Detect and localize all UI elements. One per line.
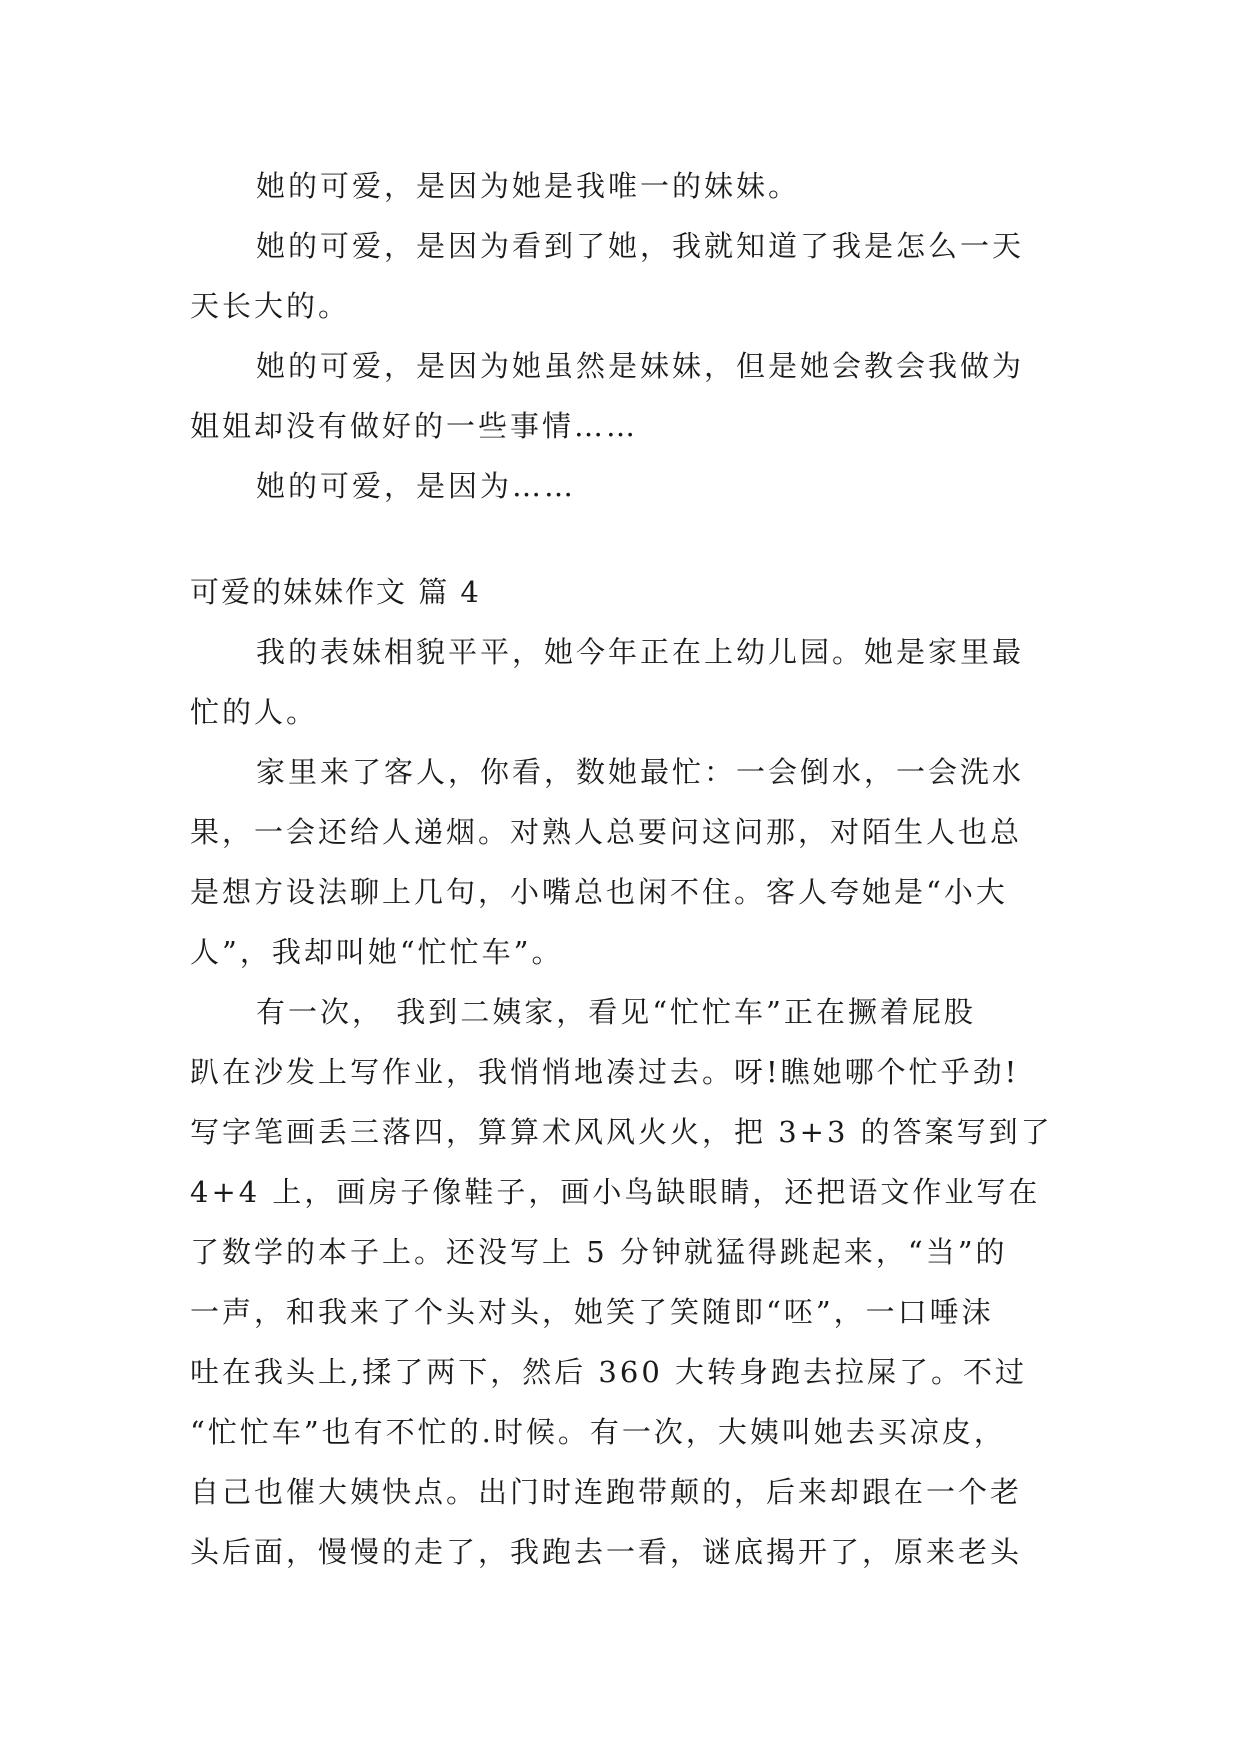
paragraph-line: 我的表妹相貌平平，她今年正在上幼儿园。她是家里最 [256,635,1025,669]
paragraph-line: 自己也催大姨快点。出门时连跑带颠的，后来却跟在一个老 [190,1475,1023,1509]
paragraph-line: 天长大的。 [190,289,351,323]
paragraph-line: 忙的人。 [190,695,319,729]
paragraph-line: 她的可爱，是因为她是我唯一的妹妹。 [256,169,801,203]
paragraph-line: 一声，和我来了个头对头，她笑了笑随即“呸”，一口唾沫 [190,1295,994,1329]
paragraph-line: 她的可爱，是因为看到了她，我就知道了我是怎么一天 [256,229,1025,263]
paragraph-line: 吐在我头上,揉了两下，然后 360 大转身跑去拉屎了。不过 [190,1355,1028,1389]
paragraph-line: 4+4 上，画房子像鞋子，画小鸟缺眼睛，还把语文作业写在 [190,1175,1041,1209]
section-heading: 可爱的妹妹作文 篇 4 [190,575,481,609]
paragraph-line: 她的可爱，是因为…… [256,469,577,503]
paragraph-line: 头后面，慢慢的走了，我跑去一看，谜底揭开了，原来老头 [190,1535,1023,1569]
paragraph-line: 家里来了客人，你看，数她最忙：一会倒水，一会洗水 [256,755,1025,789]
paragraph-line: 写字笔画丢三落四，算算术风风火火，把 3+3 的答案写到了 [190,1115,1053,1149]
paragraph-line: “忙忙车”也有不忙的.时候。有一次，大姨叫她去买凉皮， [190,1415,1006,1449]
paragraph-line: 人”，我却叫她“忙忙车”。 [190,935,564,969]
paragraph-line: 果，一会还给人递烟。对熟人总要问这问那，对陌生人也总 [190,815,1023,849]
paragraph-line: 姐姐却没有做好的一些事情…… [190,409,639,443]
paragraph-line: 她的可爱，是因为她虽然是妹妹，但是她会教会我做为 [256,349,1025,383]
paragraph-line: 了数学的本子上。还没写上 5 分钟就猛得跳起来，“当”的 [190,1235,1008,1269]
paragraph-line: 有一次， 我到二姨家，看见“忙忙车”正在撅着屁股 [256,995,976,1029]
paragraph-line: 是想方设法聊上几句，小嘴总也闲不住。客人夸她是“小大 [190,875,1008,909]
paragraph-line: 趴在沙发上写作业，我悄悄地凑过去。呀!瞧她哪个忙乎劲! [190,1055,1020,1089]
